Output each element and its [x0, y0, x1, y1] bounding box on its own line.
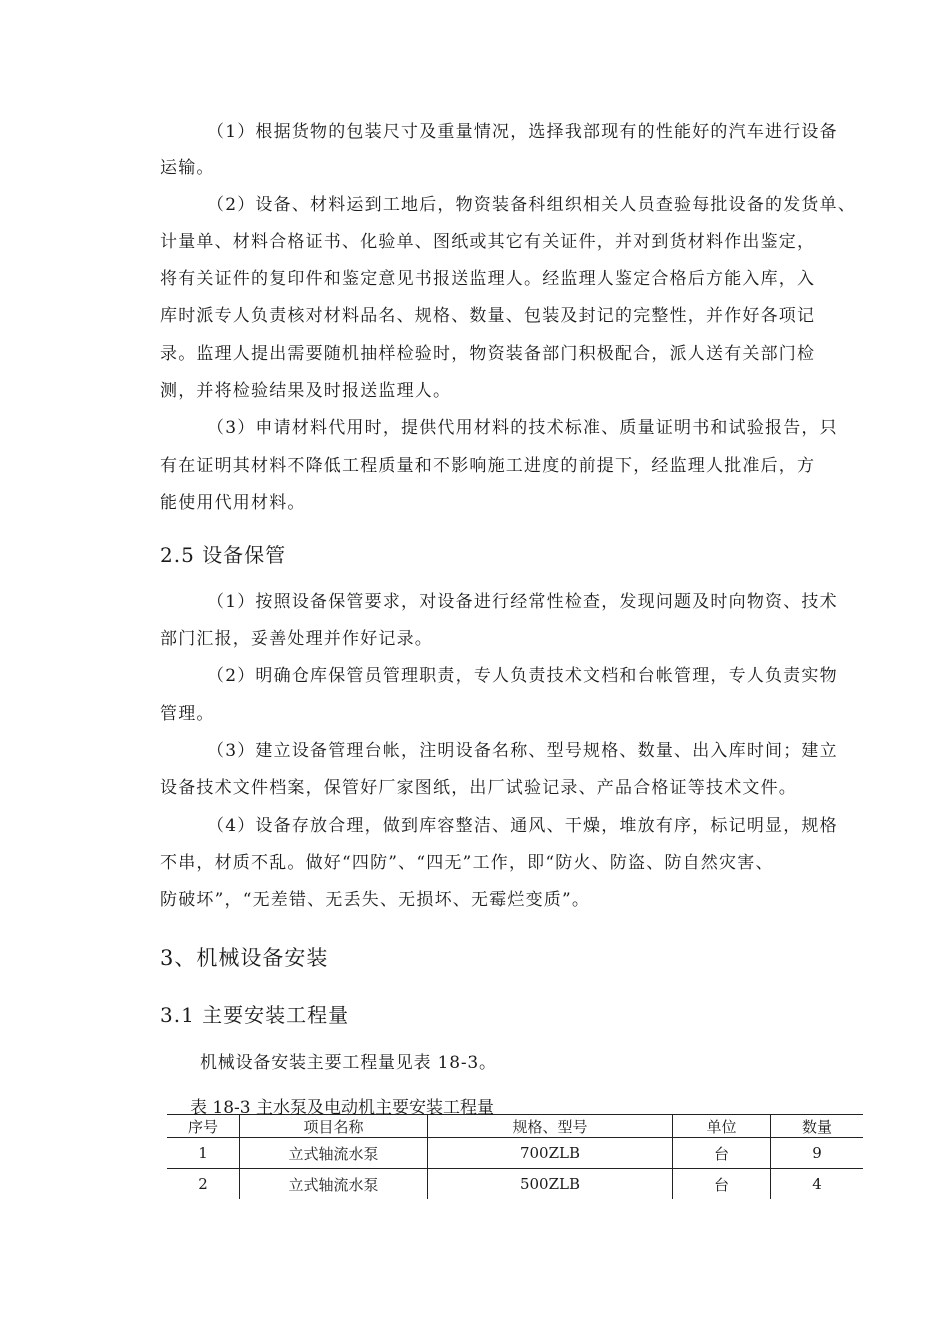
table-caption: 表 18-3 主水泵及电动机主要安装工程量 [190, 1098, 494, 1118]
table-cell: 立式轴流水泵 [240, 1169, 428, 1200]
intro-paragraph: 机械设备安装主要工程量见表 18-3。 [200, 1053, 497, 1073]
section-heading-3: 3、机械设备安装 [160, 946, 329, 970]
text-line: 运输。 [160, 158, 215, 178]
text-line: 能使用代用材料。 [160, 493, 306, 513]
section-heading-3-1: 3.1 主要安装工程量 [160, 1003, 350, 1027]
header-cell: 序号 [167, 1115, 240, 1138]
table-cell: 4 [771, 1169, 864, 1200]
table-cell: 700ZLB [428, 1138, 673, 1169]
table-cell: 9 [771, 1138, 864, 1169]
text-line: 录。监理人提出需要随机抽样检验时，物资装备部门积极配合，派人送有关部门检 [160, 344, 816, 364]
text-line: 有在证明其材料不降低工程质量和不影响施工进度的前提下，经监理人批准后，方 [160, 456, 816, 476]
section-heading-2-5: 2.5 设备保管 [160, 543, 287, 567]
text-line: 防破坏”，“无差错、无丢失、无损坏、无霉烂变质”。 [160, 890, 591, 910]
header-cell: 规格、型号 [428, 1115, 673, 1138]
table-cell: 立式轴流水泵 [240, 1138, 428, 1169]
table-row [167, 1138, 863, 1169]
table-header-row [167, 1115, 863, 1138]
table-cell: 1 [167, 1138, 240, 1169]
text-line: 部门汇报，妥善处理并作好记录。 [160, 629, 433, 649]
text-line: 测，并将检验结果及时报送监理人。 [160, 381, 452, 401]
text-line: 库时派专人负责核对材料品名、规格、数量、包装及封记的完整性，并作好各项记 [160, 306, 816, 326]
table-cell: 台 [673, 1138, 771, 1169]
table-cell: 2 [167, 1169, 240, 1200]
text-line: 管理。 [160, 704, 215, 724]
quantity-table [167, 1114, 863, 1199]
text-line: 不串，材质不乱。做好“四防”、“四无”工作，即“防火、防盗、防自然灾害、 [160, 853, 774, 873]
text-line: 设备技术文件档案，保管好厂家图纸，出厂试验记录、产品合格证等技术文件。 [160, 778, 797, 798]
text-line: （1）根据货物的包装尺寸及重量情况，选择我部现有的性能好的汽车进行设备 [207, 122, 838, 142]
table-cell: 台 [673, 1169, 771, 1200]
text-line: 计量单、材料合格证书、化验单、图纸或其它有关证件，并对到货材料作出鉴定， [160, 232, 816, 252]
text-line: （3）建立设备管理台帐，注明设备名称、型号规格、数量、出入库时间；建立 [207, 741, 838, 761]
text-line: （2）设备、材料运到工地后，物资装备科组织相关人员查验每批设备的发货单、 [207, 195, 857, 215]
text-line: 将有关证件的复印件和鉴定意见书报送监理人。经监理人鉴定合格后方能入库，入 [160, 269, 816, 289]
header-cell: 单位 [673, 1115, 771, 1138]
text-line: （3）申请材料代用时，提供代用材料的技术标准、质量证明书和试验报告，只 [207, 418, 838, 438]
text-line: （4）设备存放合理，做到库容整洁、通风、干燥，堆放有序，标记明显，规格 [207, 816, 838, 836]
text-line: （2）明确仓库保管员管理职责，专人负责技术文档和台帐管理，专人负责实物 [207, 666, 838, 686]
table-cell: 500ZLB [428, 1169, 673, 1200]
text-line: （1）按照设备保管要求，对设备进行经常性检查，发现问题及时向物资、技术 [207, 592, 838, 612]
header-cell: 数量 [771, 1115, 864, 1138]
table-row [167, 1169, 863, 1200]
header-cell: 项目名称 [240, 1115, 428, 1138]
